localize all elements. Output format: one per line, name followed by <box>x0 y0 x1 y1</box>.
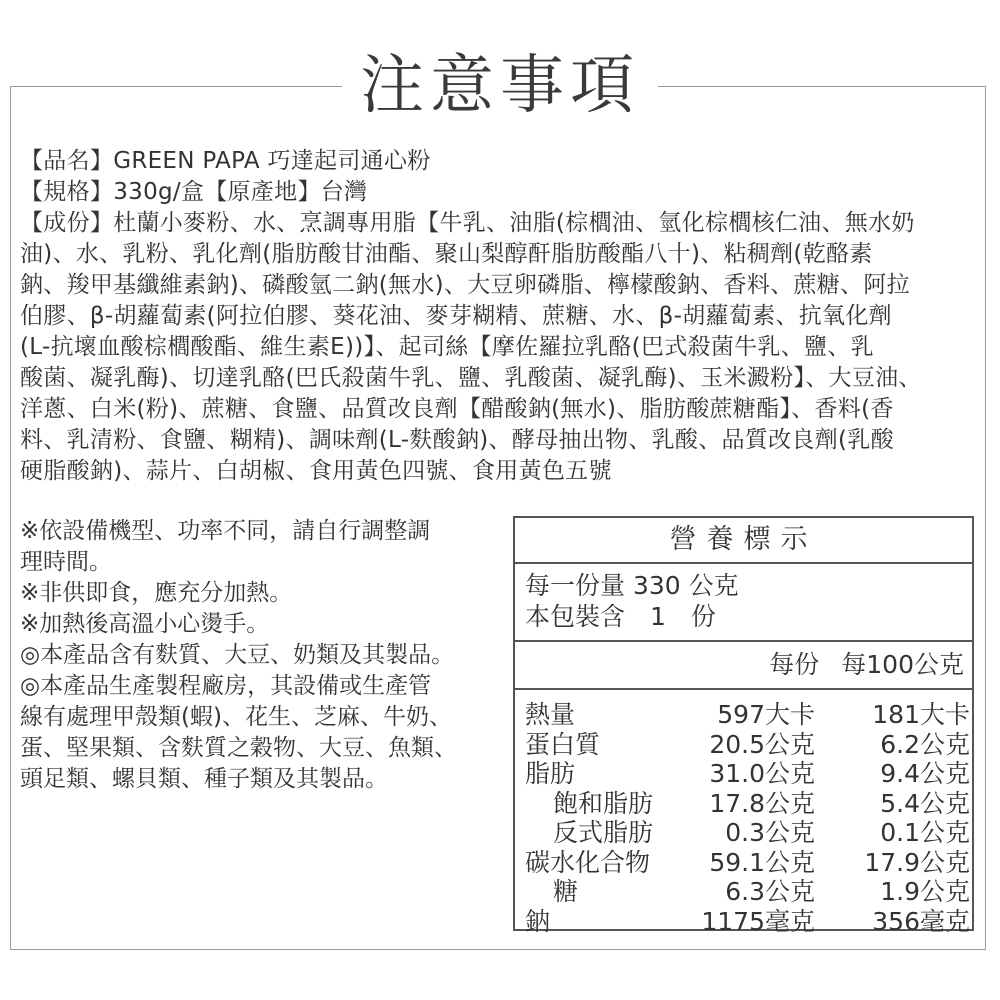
nutrient-per-serving: 17.8公克 <box>709 788 815 818</box>
note-line: ※非供即食，應充分加熱。 <box>20 580 293 606</box>
nutrient-name: 飽和脂肪 <box>553 788 654 818</box>
nutrient-per-100g: 6.2公克 <box>880 729 970 759</box>
info-line: 洋蔥、白米(粉)、蔗糖、食鹽、品質改良劑【醋酸鈉(無水)、脂肪酸蔗糖酯】、香料(香 <box>20 396 894 422</box>
nutrient-per-100g: 356毫克 <box>872 906 970 936</box>
notes-section <box>20 516 508 795</box>
product-info <box>20 146 980 487</box>
info-line: 料、乳清粉、食鹽、糊精)、調味劑(L-麩酸鈉)、酵母抽出物、乳酸、品質改良劑(乳酸 <box>20 427 894 453</box>
note-line: 蛋、堅果類、含麩質之穀物、大豆、魚類、 <box>20 735 457 761</box>
serving-info <box>515 564 972 642</box>
info-line: 【規格】330g/盒【原產地】台灣 <box>20 179 368 205</box>
note-line: ◎本產品含有麩質、大豆、奶類及其製品。 <box>20 642 455 668</box>
nutrient-per-100g: 17.9公克 <box>864 847 970 877</box>
nutrient-per-100g: 1.9公克 <box>880 877 970 906</box>
nutrition-header <box>515 642 972 690</box>
note-line: ◎本產品生產製程廠房，其設備或生產管 <box>20 673 432 699</box>
nutrient-per-100g: 181大卡 <box>872 700 970 729</box>
nutrient-per-100g: 0.1公克 <box>880 818 970 847</box>
info-line: 油)、水、乳粉、乳化劑(脂肪酸甘油酯、聚山梨醇酐脂肪酸酯八十)、粘稠劑(乾酪素 <box>20 241 873 267</box>
nutrient-row <box>515 877 972 907</box>
info-line: (L-抗壞血酸棕櫚酸酯、維生素E))】、起司絲【摩佐羅拉乳酪(巴式殺菌牛乳、鹽、乳 <box>20 334 874 360</box>
nutrient-row <box>515 730 972 760</box>
nutrient-row <box>515 818 972 848</box>
nutrition-title: 營養標示 <box>515 518 972 564</box>
nutrient-name: 脂肪 <box>525 759 576 788</box>
info-line: 【成份】杜蘭小麥粉、水、烹調專用脂【牛乳、油脂(棕櫚油、氫化棕櫚核仁油、無水奶 <box>20 210 915 236</box>
nutrient-per-serving: 0.3公克 <box>725 818 815 847</box>
info-line: 硬脂酸鈉)、蒜片、白胡椒、食用黃色四號、食用黃色五號 <box>20 458 612 484</box>
serving-size: 每一份量 330 公克 <box>525 571 739 600</box>
nutrient-name: 碳水化合物 <box>525 847 651 877</box>
nutrient-per-100g: 9.4公克 <box>880 759 970 788</box>
note-line: 線有處理甲殼類(蝦)、花生、芝麻、牛奶、 <box>20 704 452 730</box>
col-per-100g: 每100公克 <box>841 650 964 679</box>
nutrient-row <box>515 700 972 730</box>
info-line: 鈉、羧甲基纖維素鈉)、磷酸氫二鈉(無水)、大豆卵磷脂、檸檬酸鈉、香料、蔗糖、阿拉 <box>20 272 910 298</box>
note-line: 理時間。 <box>20 549 112 575</box>
nutrient-row <box>515 907 972 937</box>
nutrient-per-serving: 59.1公克 <box>709 847 815 877</box>
info-line: 伯膠、β-胡蘿蔔素(阿拉伯膠、葵花油、麥芽糊精、蔗糖、水、β-胡蘿蔔素、抗氧化劑 <box>20 303 892 329</box>
nutrient-name: 糖 <box>553 877 579 906</box>
info-line: 【品名】GREEN PAPA 巧達起司通心粉 <box>20 148 431 174</box>
nutrition-table <box>513 516 974 936</box>
nutrient-name: 蛋白質 <box>525 729 601 759</box>
note-line: ※依設備機型、功率不同，請自行調整調 <box>20 518 431 544</box>
nutrient-per-serving: 597大卡 <box>717 700 815 729</box>
page-title: 注意事項 <box>342 36 658 136</box>
nutrient-row <box>515 848 972 878</box>
servings-per-package: 本包裝含 1 份 <box>525 602 716 631</box>
info-line: 酸菌、凝乳酶)、切達乳酪(巴氏殺菌牛乳、鹽、乳酸菌、凝乳酶)、玉米澱粉】、大豆油、 <box>20 365 922 391</box>
nutrient-per-serving: 1175毫克 <box>701 906 815 936</box>
nutrient-name: 鈉 <box>525 906 551 936</box>
nutrient-per-serving: 31.0公克 <box>709 759 815 788</box>
note-line: 頭足類、螺貝類、種子類及其製品。 <box>20 766 388 792</box>
nutrient-per-100g: 5.4公克 <box>880 788 970 818</box>
title-area <box>0 36 1000 136</box>
nutrient-name: 反式脂肪 <box>553 818 654 847</box>
nutrition-rows <box>515 690 972 936</box>
nutrient-row <box>515 789 972 819</box>
col-per-serving: 每份 <box>769 650 820 679</box>
nutrient-per-serving: 20.5公克 <box>709 729 815 759</box>
nutrient-row <box>515 759 972 789</box>
nutrient-per-serving: 6.3公克 <box>725 877 815 906</box>
nutrient-name: 熱量 <box>525 700 576 729</box>
note-line: ※加熱後高溫小心燙手。 <box>20 611 270 637</box>
